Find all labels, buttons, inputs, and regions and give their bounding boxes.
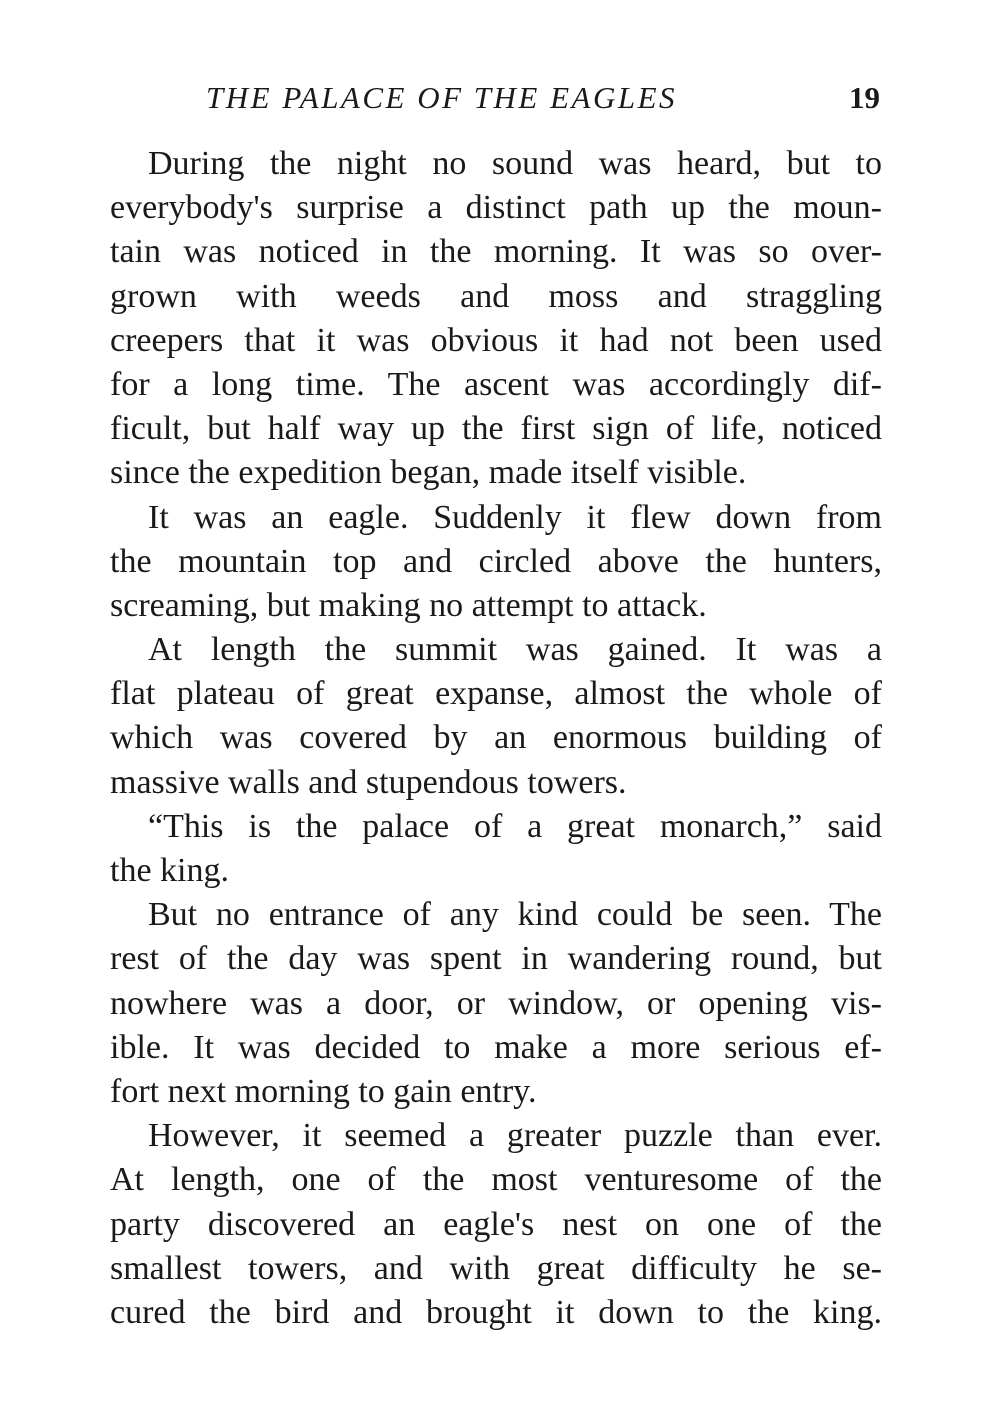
text-line: massive walls and stupendous towers. bbox=[110, 763, 627, 801]
running-head bbox=[110, 74, 880, 122]
text-line: “This is the palace of a great monarch,” said bbox=[148, 807, 882, 845]
text-line: creepers that it was obvious it had not been used bbox=[110, 321, 882, 359]
paragraph bbox=[110, 1114, 882, 1335]
paragraph bbox=[110, 805, 882, 893]
text-line: which was covered by an enormous building of bbox=[110, 719, 882, 757]
text-line: fort next morning to gain entry. bbox=[110, 1072, 537, 1110]
text-line: nowhere was a door, or window, or opening vis- bbox=[110, 984, 882, 1022]
text-line: tain was noticed in the morning. It was so over- bbox=[110, 233, 882, 271]
text-line: However, it seemed a greater puzzle than ever. bbox=[148, 1117, 882, 1155]
text-line: flat plateau of great expanse, almost the whole of bbox=[110, 675, 882, 713]
text-line: ible. It was decided to make a more serious ef- bbox=[110, 1028, 882, 1066]
page-number: 19 bbox=[849, 80, 880, 115]
paragraph bbox=[110, 496, 882, 629]
text-line: for a long time. The ascent was accordingly dif- bbox=[110, 365, 882, 403]
paragraph bbox=[110, 628, 882, 805]
text-line: It was an eagle. Suddenly it flew down from bbox=[148, 498, 882, 536]
text-line: At length the summit was gained. It was a bbox=[148, 631, 882, 669]
running-title: THE PALACE OF THE EAGLES bbox=[206, 80, 678, 115]
text-line: But no entrance of any kind could be seen. The bbox=[148, 896, 882, 934]
text-line: During the night no sound was heard, but to bbox=[148, 145, 882, 182]
text-line: ficult, but half way up the first sign of life, noticed bbox=[110, 410, 882, 448]
text-line: grown with weeds and moss and straggling bbox=[110, 277, 882, 315]
text-line: the king. bbox=[110, 852, 229, 889]
paragraph bbox=[110, 142, 882, 496]
paragraph bbox=[110, 893, 882, 1114]
text-line: screaming, but making no attempt to attack. bbox=[110, 586, 707, 624]
text-line: everybody's surprise a distinct path up the moun- bbox=[110, 189, 882, 227]
text-line: rest of the day was spent in wandering round, but bbox=[110, 940, 882, 978]
text-line: since the expedition began, made itself visible. bbox=[110, 454, 747, 492]
text-line: the mountain top and circled above the hunters, bbox=[110, 542, 882, 580]
text-line: cured the bird and brought it down to the king. bbox=[110, 1293, 882, 1331]
body-text bbox=[110, 142, 882, 1335]
text-line: At length, one of the most venturesome of the bbox=[110, 1161, 882, 1199]
text-line: party discovered an eagle's nest on one of the bbox=[110, 1205, 882, 1243]
text-line: smallest towers, and with great difficulty he se- bbox=[110, 1249, 882, 1287]
